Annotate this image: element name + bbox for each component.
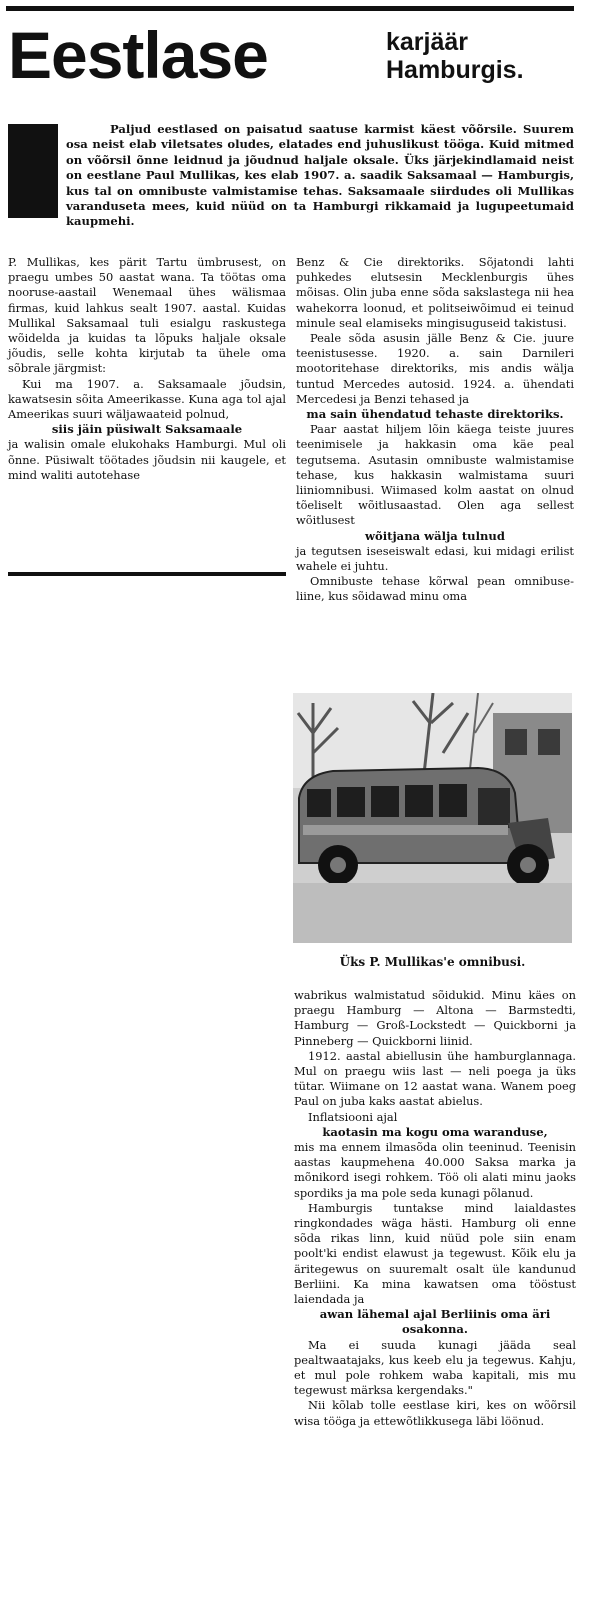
body-paragraph: Ma ei suuda kunagi jääda seal pealtwaatajaks, kus keeb elu ja tegewus. Kahju, et mul pole rohkem waba kapitali, mis mu tegewust märksa kergendaks.": [294, 1337, 576, 1398]
right-lower-column: [294, 988, 576, 1429]
subheading: ma sain ühendatud tehaste direktoriks.: [306, 407, 564, 422]
subheading: kaotasin ma kogu oma waranduse,: [322, 1124, 548, 1139]
right-column: [296, 255, 574, 605]
bus-photo: [293, 693, 572, 943]
headline-sub-line1: karjäär: [386, 28, 469, 56]
lead-paragraph: Paljud eestlased on paisatud saatuse karmist käest võõrsile. Suurem osa neist elab viletsates oludes, elatades end juhuslikust tööga. Kuid mitmed on võõrsil õnne leidnud ja jõudnud haljale oksale. Üks järjekindlamaid neist on eestlane Paul Mullikas, kes elab 1907. a. saadik Saksamaal — Hamburgis, kus tal on omnibuste valmistamise tehas. Saksamaale siirdudes oli Mullikas varanduseta mees, kuid nüüd on ta Hamburgi rikkamaid ja lugupeetumaid kaupmehi.: [66, 122, 574, 229]
body-paragraph: Kui ma 1907. a. Saksamaale jõudsin, kawatsesin sõita Ameerikasse. Kuna aga tol ajal Ameerikas suuri wäljawaateid polnud,: [8, 376, 286, 422]
top-rule: [6, 6, 574, 11]
body-paragraph: ja tegutsen iseseiswalt edasi, kui midagi erilist wahele ei juhtu.: [296, 543, 574, 574]
photo-caption: Üks P. Mullikas'e omnibusi.: [339, 955, 526, 969]
bus-photo-image: [293, 693, 572, 943]
body-paragraph: Peale sõda asusin jälle Benz & Cie. juure teenistusesse. 1920. a. sain Darnileri mootoritehase direktoriks, mis andis wälja tuntud Mercedes autosid. 1924. a. ühendati Mercedesi ja Benzi tehased ja: [296, 331, 574, 406]
column-end-rule: [8, 572, 286, 576]
body-paragraph: ja walisin omale elukohaks Hamburgi. Mul oli õnne. Püsiwalt töötades jõudsin nii kaugele, et mind waliti autotehase: [8, 437, 286, 482]
lead-initial-bar: [8, 124, 58, 218]
headline-sub-line2: Hamburgis.: [386, 56, 524, 84]
body-paragraph: mis ma ennem ilmasõda olin teeninud. Teenisin aastas kaupmehena 40.000 Saksa marka ja mõnikord isegi rohkem. Töö oli alati minu jaoks spordiks ja ma pole seda kunagi põlanud.: [294, 1140, 576, 1200]
body-paragraph: Nii kõlab tolle eestlase kiri, kes on wõõrsil wisa tööga ja ettewõtlikkusega läbi löönud.: [294, 1398, 576, 1428]
body-paragraph: Inflatsiooni ajal: [308, 1109, 398, 1124]
left-column: [8, 255, 286, 483]
body-paragraph: Hamburgis tuntakse mind laialdastes ringkondades wäga hästi. Hamburg oli enne sõda rikas linn, kuid nüüd pole siin enam poolt'ki endist elawust ja tegewust. Kõik elu ja äritegewus on suuremalt osalt üle kandunud Berliini. Ka mina kawatsen oma tööstust laiendada ja: [294, 1200, 576, 1307]
headline-main: Eestlase: [8, 18, 268, 92]
subheading: wõitjana wälja tulnud: [365, 528, 505, 543]
body-paragraph: Omnibuste tehase kõrwal pean omnibuse-liine, kus sõidawad minu oma: [296, 574, 574, 604]
body-paragraph: 1912. aastal abiellusin ühe hamburglannaga. Mul on praegu wiis last — neli poega ja üks tütar. Wiimane on 12 aastat wana. Wanem poeg Paul on juba kaks aastat abielus.: [294, 1048, 576, 1109]
headline-sub: [386, 28, 524, 84]
subheading: awan lähemal ajal Berliinis oma äri osakonna.: [319, 1307, 551, 1337]
body-paragraph: Benz & Cie direktoriks. Sõjatondi lahti puhkedes elutsesin Mecklenburgis ühes mõisas. Olin juba enne sõda sakslastega nii hea wahekorra loonud, et politseiwõimud ei teinud minule seal elamiseks mingisuguseid takistusi.: [296, 255, 574, 330]
body-paragraph: wabrikus walmistatud sõidukid. Minu käes on praegu Hamburg — Altona — Barmstedti, Hamburg — Groß-Lockstedt — Quickborni ja Pinneberg — Quickborni liinid.: [294, 988, 576, 1048]
body-paragraph: Paar aastat hiljem lõin käega teiste juures teenimisele ja hakkasin oma käe peal tegutsema. Asutasin omnibuste walmistamise tehase, kus hakkasin walmistama suuri liiniomnibusi. Wiimased kolm aastat on olnud tõeliselt wõitlusaastad. Olen aga sellest wõitlusest: [296, 422, 574, 528]
body-paragraph: P. Mullikas, kes pärit Tartu ümbrusest, on praegu umbes 50 aastat wana. Ta töötas oma nooruse-aastail Wenemaal ühes wälismaa firmas, kuid lahkus sealt 1907. aastal. Kuidas Mullikal Saksamaal tuli esialgu raskustega wõidelda ja kuidas ta lõpuks haljale oksale jõudis, selle kohta kirjutab ta ühele oma sõbrale järgmist:: [8, 255, 286, 376]
subheading: siis jäin püsiwalt Saksamaale: [51, 422, 243, 437]
